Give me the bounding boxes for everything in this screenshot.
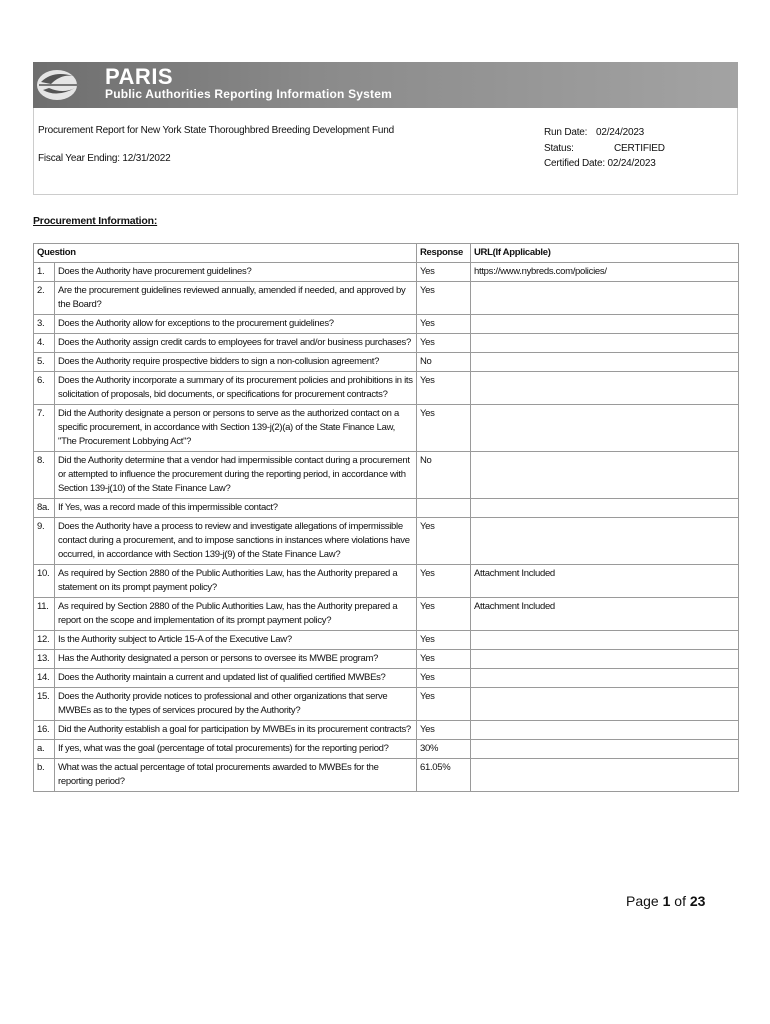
- row-number: 16.: [34, 721, 55, 740]
- row-question: If yes, what was the goal (percentage of total procurements) for the reporting period?: [55, 740, 417, 759]
- row-number: a.: [34, 740, 55, 759]
- table-row: [34, 315, 739, 334]
- row-response: Yes: [417, 334, 471, 353]
- row-url: [471, 518, 739, 565]
- row-url: [471, 650, 739, 669]
- table-row: [34, 650, 739, 669]
- run-date-value: 02/24/2023: [596, 127, 645, 138]
- page-indicator: [626, 893, 705, 909]
- row-question: Did the Authority designate a person or persons to serve as the authorized contact on a specific procurement, in accordance with Section 139-j(2)(a) of the State Finance Law, "The Procurement Lobbying Act"?: [55, 405, 417, 452]
- table-row: [34, 518, 739, 565]
- row-response: Yes: [417, 315, 471, 334]
- row-url: https://www.nybreds.com/policies/: [471, 263, 739, 282]
- table-row: [34, 334, 739, 353]
- row-response: Yes: [417, 688, 471, 721]
- row-response: Yes: [417, 721, 471, 740]
- report-meta: [544, 125, 665, 172]
- table-row: [34, 263, 739, 282]
- table-row: [34, 598, 739, 631]
- procurement-table: [33, 243, 739, 792]
- row-url: [471, 759, 739, 792]
- col-question: Question: [34, 244, 417, 263]
- row-question: Does the Authority have a process to review and investigate allegations of impermissible contact during a procurement, and to impose sanctions in instances where violations have occurred, in accordance with Section 139-j(9) of the State Finance Law?: [55, 518, 417, 565]
- row-question: Does the Authority have procurement guidelines?: [55, 263, 417, 282]
- row-url: [471, 405, 739, 452]
- row-response: Yes: [417, 598, 471, 631]
- row-number: 2.: [34, 282, 55, 315]
- row-response: Yes: [417, 405, 471, 452]
- row-response: No: [417, 353, 471, 372]
- row-number: 3.: [34, 315, 55, 334]
- row-url: [471, 372, 739, 405]
- status-label: Status:: [544, 142, 574, 154]
- row-number: 8a.: [34, 499, 55, 518]
- row-url: [471, 315, 739, 334]
- row-response: Yes: [417, 669, 471, 688]
- row-number: 4.: [34, 334, 55, 353]
- paris-banner: [33, 62, 738, 108]
- run-date-label: Run Date:: [544, 127, 588, 138]
- row-url: Attachment Included: [471, 598, 739, 631]
- row-question: Did the Authority establish a goal for participation by MWBEs in its procurement contracts?: [55, 721, 417, 740]
- row-response: Yes: [417, 565, 471, 598]
- row-number: 12.: [34, 631, 55, 650]
- table-row: [34, 565, 739, 598]
- certified-date-value: 02/24/2023: [607, 158, 656, 169]
- row-url: [471, 282, 739, 315]
- page-total: 23: [689, 893, 706, 909]
- table-row: [34, 499, 739, 518]
- row-question: Does the Authority require prospective bidders to sign a non-collusion agreement?: [55, 353, 417, 372]
- row-response: 61.05%: [417, 759, 471, 792]
- row-question: Are the procurement guidelines reviewed annually, amended if needed, and approved by the Board?: [55, 282, 417, 315]
- row-question: Does the Authority provide notices to professional and other organizations that serve MWBEs as to the types of services procured by the Authority?: [55, 688, 417, 721]
- row-question: As required by Section 2880 of the Public Authorities Law, has the Authority prepared a statement on its prompt payment policy?: [55, 565, 417, 598]
- table-row: [34, 721, 739, 740]
- row-question: Does the Authority allow for exceptions to the procurement guidelines?: [55, 315, 417, 334]
- row-number: 9.: [34, 518, 55, 565]
- page-number: 1: [662, 893, 671, 909]
- row-response: Yes: [417, 282, 471, 315]
- report-title: Procurement Report for New York State Thoroughbred Breeding Development Fund: [38, 125, 394, 136]
- row-number: 10.: [34, 565, 55, 598]
- table-row: [34, 282, 739, 315]
- row-url: [471, 721, 739, 740]
- row-url: Attachment Included: [471, 565, 739, 598]
- row-response: Yes: [417, 631, 471, 650]
- row-question: Has the Authority designated a person or persons to oversee its MWBE program?: [55, 650, 417, 669]
- status-value: CERTIFIED: [614, 142, 665, 154]
- col-url: URL(If Applicable): [471, 244, 739, 263]
- row-url: [471, 452, 739, 499]
- row-response: 30%: [417, 740, 471, 759]
- row-url: [471, 688, 739, 721]
- report-header: [33, 108, 738, 195]
- row-question: Does the Authority maintain a current and updated list of qualified certified MWBEs?: [55, 669, 417, 688]
- banner-title: PARIS: [105, 64, 174, 89]
- row-url: [471, 740, 739, 759]
- row-question: If Yes, was a record made of this impermissible contact?: [55, 499, 417, 518]
- row-number: 7.: [34, 405, 55, 452]
- row-question: What was the actual percentage of total procurements awarded to MWBEs for the reporting period?: [55, 759, 417, 792]
- fiscal-year: Fiscal Year Ending: 12/31/2022: [38, 153, 171, 164]
- table-row: [34, 405, 739, 452]
- row-number: 11.: [34, 598, 55, 631]
- row-number: 14.: [34, 669, 55, 688]
- row-number: 8.: [34, 452, 55, 499]
- table-row: [34, 740, 739, 759]
- row-response: Yes: [417, 650, 471, 669]
- certified-date-label: Certified Date:: [544, 158, 605, 169]
- row-question: As required by Section 2880 of the Public Authorities Law, has the Authority prepared a report on the scope and implementation of its prompt payment policy?: [55, 598, 417, 631]
- row-response: Yes: [417, 263, 471, 282]
- banner-subtitle: Public Authorities Reporting Information System: [105, 87, 392, 101]
- table-row: [34, 759, 739, 792]
- row-response: [417, 499, 471, 518]
- col-response: Response: [417, 244, 471, 263]
- table-row: [34, 669, 739, 688]
- row-question: Does the Authority incorporate a summary of its procurement policies and prohibitions in its solicitation of proposals, bid documents, or specifications for procurement contracts?: [55, 372, 417, 405]
- row-number: 15.: [34, 688, 55, 721]
- of-word: of: [674, 893, 686, 909]
- row-number: 5.: [34, 353, 55, 372]
- table-row: [34, 353, 739, 372]
- page-word: Page: [626, 893, 659, 909]
- row-number: b.: [34, 759, 55, 792]
- row-url: [471, 631, 739, 650]
- row-response: Yes: [417, 372, 471, 405]
- row-url: [471, 334, 739, 353]
- table-row: [34, 452, 739, 499]
- row-question: Does the Authority assign credit cards to employees for travel and/or business purchases?: [55, 334, 417, 353]
- section-title: Procurement Information:: [33, 215, 158, 227]
- row-number: 1.: [34, 263, 55, 282]
- row-url: [471, 669, 739, 688]
- row-number: 6.: [34, 372, 55, 405]
- row-response: Yes: [417, 518, 471, 565]
- table-row: [34, 372, 739, 405]
- table-header-row: [34, 244, 739, 263]
- row-url: [471, 499, 739, 518]
- paris-logo-icon: [33, 62, 113, 108]
- row-question: Did the Authority determine that a vendor had impermissible contact during a procurement or attempted to influence the procurement during the reporting period, in accordance with Section 139-j(10) of the State Finance Law?: [55, 452, 417, 499]
- row-response: No: [417, 452, 471, 499]
- row-number: 13.: [34, 650, 55, 669]
- table-row: [34, 688, 739, 721]
- table-row: [34, 631, 739, 650]
- row-url: [471, 353, 739, 372]
- row-question: Is the Authority subject to Article 15-A of the Executive Law?: [55, 631, 417, 650]
